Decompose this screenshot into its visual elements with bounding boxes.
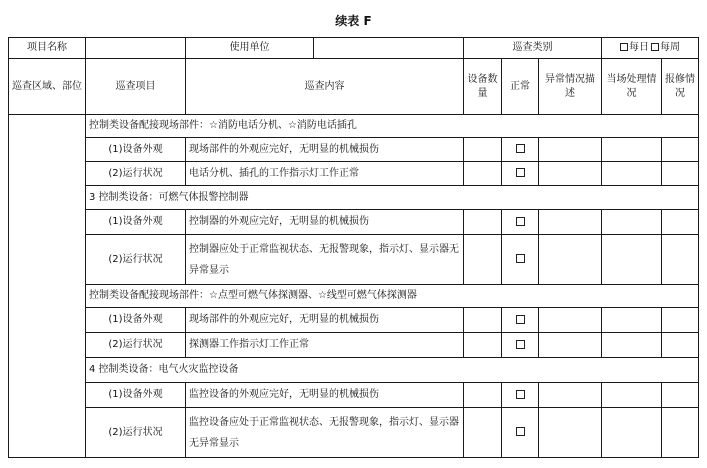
device-count-cell[interactable] (464, 333, 502, 358)
handling-cell[interactable] (602, 210, 662, 235)
table-row (9, 308, 699, 333)
abnormal-cell[interactable] (539, 333, 602, 358)
item-cell: (2)运行状况 (86, 235, 186, 285)
header-row (9, 59, 699, 115)
weekly-label: 每周 (660, 42, 681, 53)
content-cell: 监控设备应处于正常监视状态、无报警现象，指示灯、显示器无异常显示 (186, 408, 464, 458)
table-row (9, 408, 699, 458)
normal-cell (502, 308, 539, 333)
item-cell: (2)运行状况 (86, 162, 186, 186)
table-row (9, 138, 699, 162)
inspection-cycle (602, 38, 699, 59)
normal-checkbox[interactable] (516, 144, 525, 153)
table-row (9, 210, 699, 235)
normal-checkbox[interactable] (516, 390, 525, 399)
repair-cell[interactable] (662, 408, 699, 458)
normal-cell (502, 383, 539, 408)
normal-checkbox[interactable] (516, 168, 525, 177)
inspection-type-label: 巡查类别 (464, 38, 602, 59)
handling-cell[interactable] (602, 408, 662, 458)
content-cell: 控制器应处于正常监视状态、无报警现象，指示灯、显示器无异常显示 (186, 235, 464, 285)
handling-cell[interactable] (602, 383, 662, 408)
content-cell: 现场部件的外观应完好，无明显的机械损伤 (186, 138, 464, 162)
item-cell: (2)运行状况 (86, 333, 186, 358)
header-normal: 正常 (502, 59, 539, 115)
project-name-label: 项目名称 (9, 38, 86, 59)
header-area: 巡查区域、部位 (9, 59, 86, 115)
handling-cell[interactable] (602, 333, 662, 358)
abnormal-cell[interactable] (539, 162, 602, 186)
repair-cell[interactable] (662, 333, 699, 358)
section-title: 控制类设备配接现场部件：☆点型可燃气体探测器、☆线型可燃气体探测器 (86, 285, 699, 308)
content-cell: 现场部件的外观应完好，无明显的机械损伤 (186, 308, 464, 333)
normal-cell (502, 162, 539, 186)
page-title: 续表 F (335, 14, 372, 28)
device-count-cell[interactable] (464, 383, 502, 408)
normal-cell (502, 235, 539, 285)
item-cell: (1)设备外观 (86, 308, 186, 333)
handling-cell[interactable] (602, 162, 662, 186)
section-title: 控制类设备配接现场部件：☆消防电话分机、☆消防电话插孔 (86, 115, 699, 138)
normal-checkbox[interactable] (516, 217, 525, 226)
content-cell: 探测器工作指示灯工作正常 (186, 333, 464, 358)
abnormal-cell[interactable] (539, 383, 602, 408)
normal-cell (502, 210, 539, 235)
abnormal-cell[interactable] (539, 138, 602, 162)
daily-label: 每日 (629, 42, 650, 53)
user-unit-value[interactable] (314, 38, 464, 59)
repair-cell[interactable] (662, 210, 699, 235)
table-row (9, 235, 699, 285)
handling-cell[interactable] (602, 138, 662, 162)
table-row (9, 162, 699, 186)
section-row (9, 186, 699, 210)
section-row (9, 358, 699, 383)
section-row (9, 285, 699, 308)
repair-cell[interactable] (662, 383, 699, 408)
item-cell: (1)设备外观 (86, 138, 186, 162)
content-cell: 电话分机、插孔的工作指示灯工作正常 (186, 162, 464, 186)
repair-cell[interactable] (662, 162, 699, 186)
handling-cell[interactable] (602, 308, 662, 333)
normal-checkbox[interactable] (516, 315, 525, 324)
section-title: 3 控制类设备：可燃气体报警控制器 (86, 186, 699, 210)
content-cell: 控制器的外观应完好，无明显的机械损伤 (186, 210, 464, 235)
normal-cell (502, 408, 539, 458)
device-count-cell[interactable] (464, 235, 502, 285)
inspection-table (8, 37, 699, 458)
normal-cell (502, 138, 539, 162)
area-cell[interactable] (9, 115, 86, 458)
top-info-row (9, 38, 699, 59)
section-title: 4 控制类设备：电气火灾监控设备 (86, 358, 699, 383)
header-content: 巡查内容 (186, 59, 464, 115)
normal-checkbox[interactable] (516, 254, 525, 263)
daily-checkbox[interactable] (620, 43, 628, 51)
project-name-value[interactable] (86, 38, 186, 59)
content-cell: 监控设备的外观应完好，无明显的机械损伤 (186, 383, 464, 408)
section-row (9, 115, 699, 138)
abnormal-cell[interactable] (539, 210, 602, 235)
normal-checkbox[interactable] (516, 427, 525, 436)
table-row (9, 333, 699, 358)
header-item: 巡查项目 (86, 59, 186, 115)
header-handling: 当场处理情况 (602, 59, 662, 115)
abnormal-cell[interactable] (539, 308, 602, 333)
table-row (9, 383, 699, 408)
item-cell: (1)设备外观 (86, 210, 186, 235)
device-count-cell[interactable] (464, 408, 502, 458)
normal-cell (502, 333, 539, 358)
repair-cell[interactable] (662, 138, 699, 162)
repair-cell[interactable] (662, 235, 699, 285)
weekly-checkbox[interactable] (651, 43, 659, 51)
abnormal-cell[interactable] (539, 235, 602, 285)
handling-cell[interactable] (602, 235, 662, 285)
device-count-cell[interactable] (464, 210, 502, 235)
item-cell: (2)运行状况 (86, 408, 186, 458)
device-count-cell[interactable] (464, 308, 502, 333)
header-repair: 报修情况 (662, 59, 699, 115)
header-device-count: 设备数量 (464, 59, 502, 115)
device-count-cell[interactable] (464, 162, 502, 186)
user-unit-label: 使用单位 (186, 38, 314, 59)
header-abnormal: 异常情况描述 (539, 59, 602, 115)
abnormal-cell[interactable] (539, 408, 602, 458)
device-count-cell[interactable] (464, 138, 502, 162)
normal-checkbox[interactable] (516, 340, 525, 349)
repair-cell[interactable] (662, 308, 699, 333)
item-cell: (1)设备外观 (86, 383, 186, 408)
